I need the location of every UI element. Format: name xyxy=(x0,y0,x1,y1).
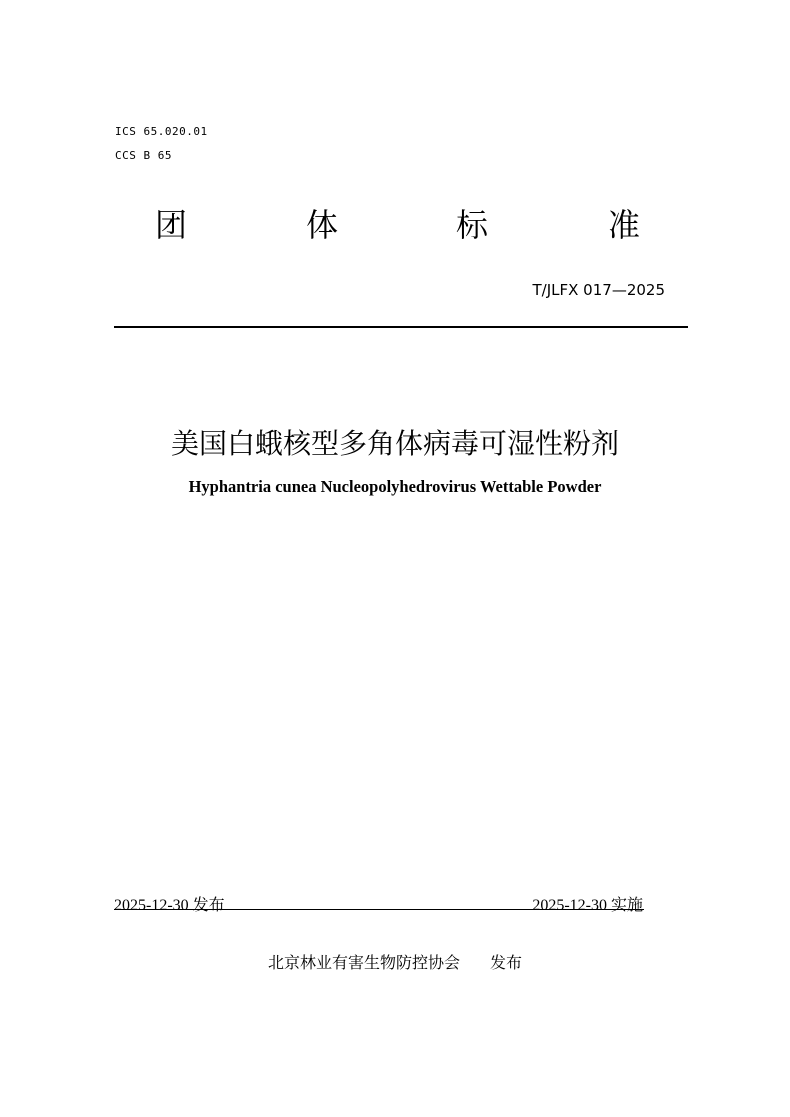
publisher-line xyxy=(0,950,790,973)
title-english: Hyphantria cunea Nucleopolyhedrovirus Wettable Powder xyxy=(188,477,602,496)
header-divider xyxy=(114,326,688,328)
ccs-code: CCS B 65 xyxy=(115,149,172,162)
standard-type-char-1: 团 xyxy=(155,206,188,244)
publisher-action: 发布 xyxy=(490,953,523,972)
ics-code: ICS 65.020.01 xyxy=(115,125,208,138)
issue-date: 2025-12-30 发布 xyxy=(114,897,225,914)
publisher-name: 北京林业有害生物防控协会 xyxy=(267,953,460,972)
standard-type-char-4: 准 xyxy=(608,206,641,244)
title-chinese: 美国白蛾核型多角体病毒可湿性粉剂 xyxy=(170,427,619,460)
implementation-date: 2025-12-30 实施 xyxy=(532,897,643,914)
standard-type-char-2: 体 xyxy=(306,206,339,244)
footer-divider xyxy=(114,909,644,910)
standard-number: T/JLFX 017—2025 xyxy=(532,281,665,299)
standard-type-char-3: 标 xyxy=(456,206,489,244)
